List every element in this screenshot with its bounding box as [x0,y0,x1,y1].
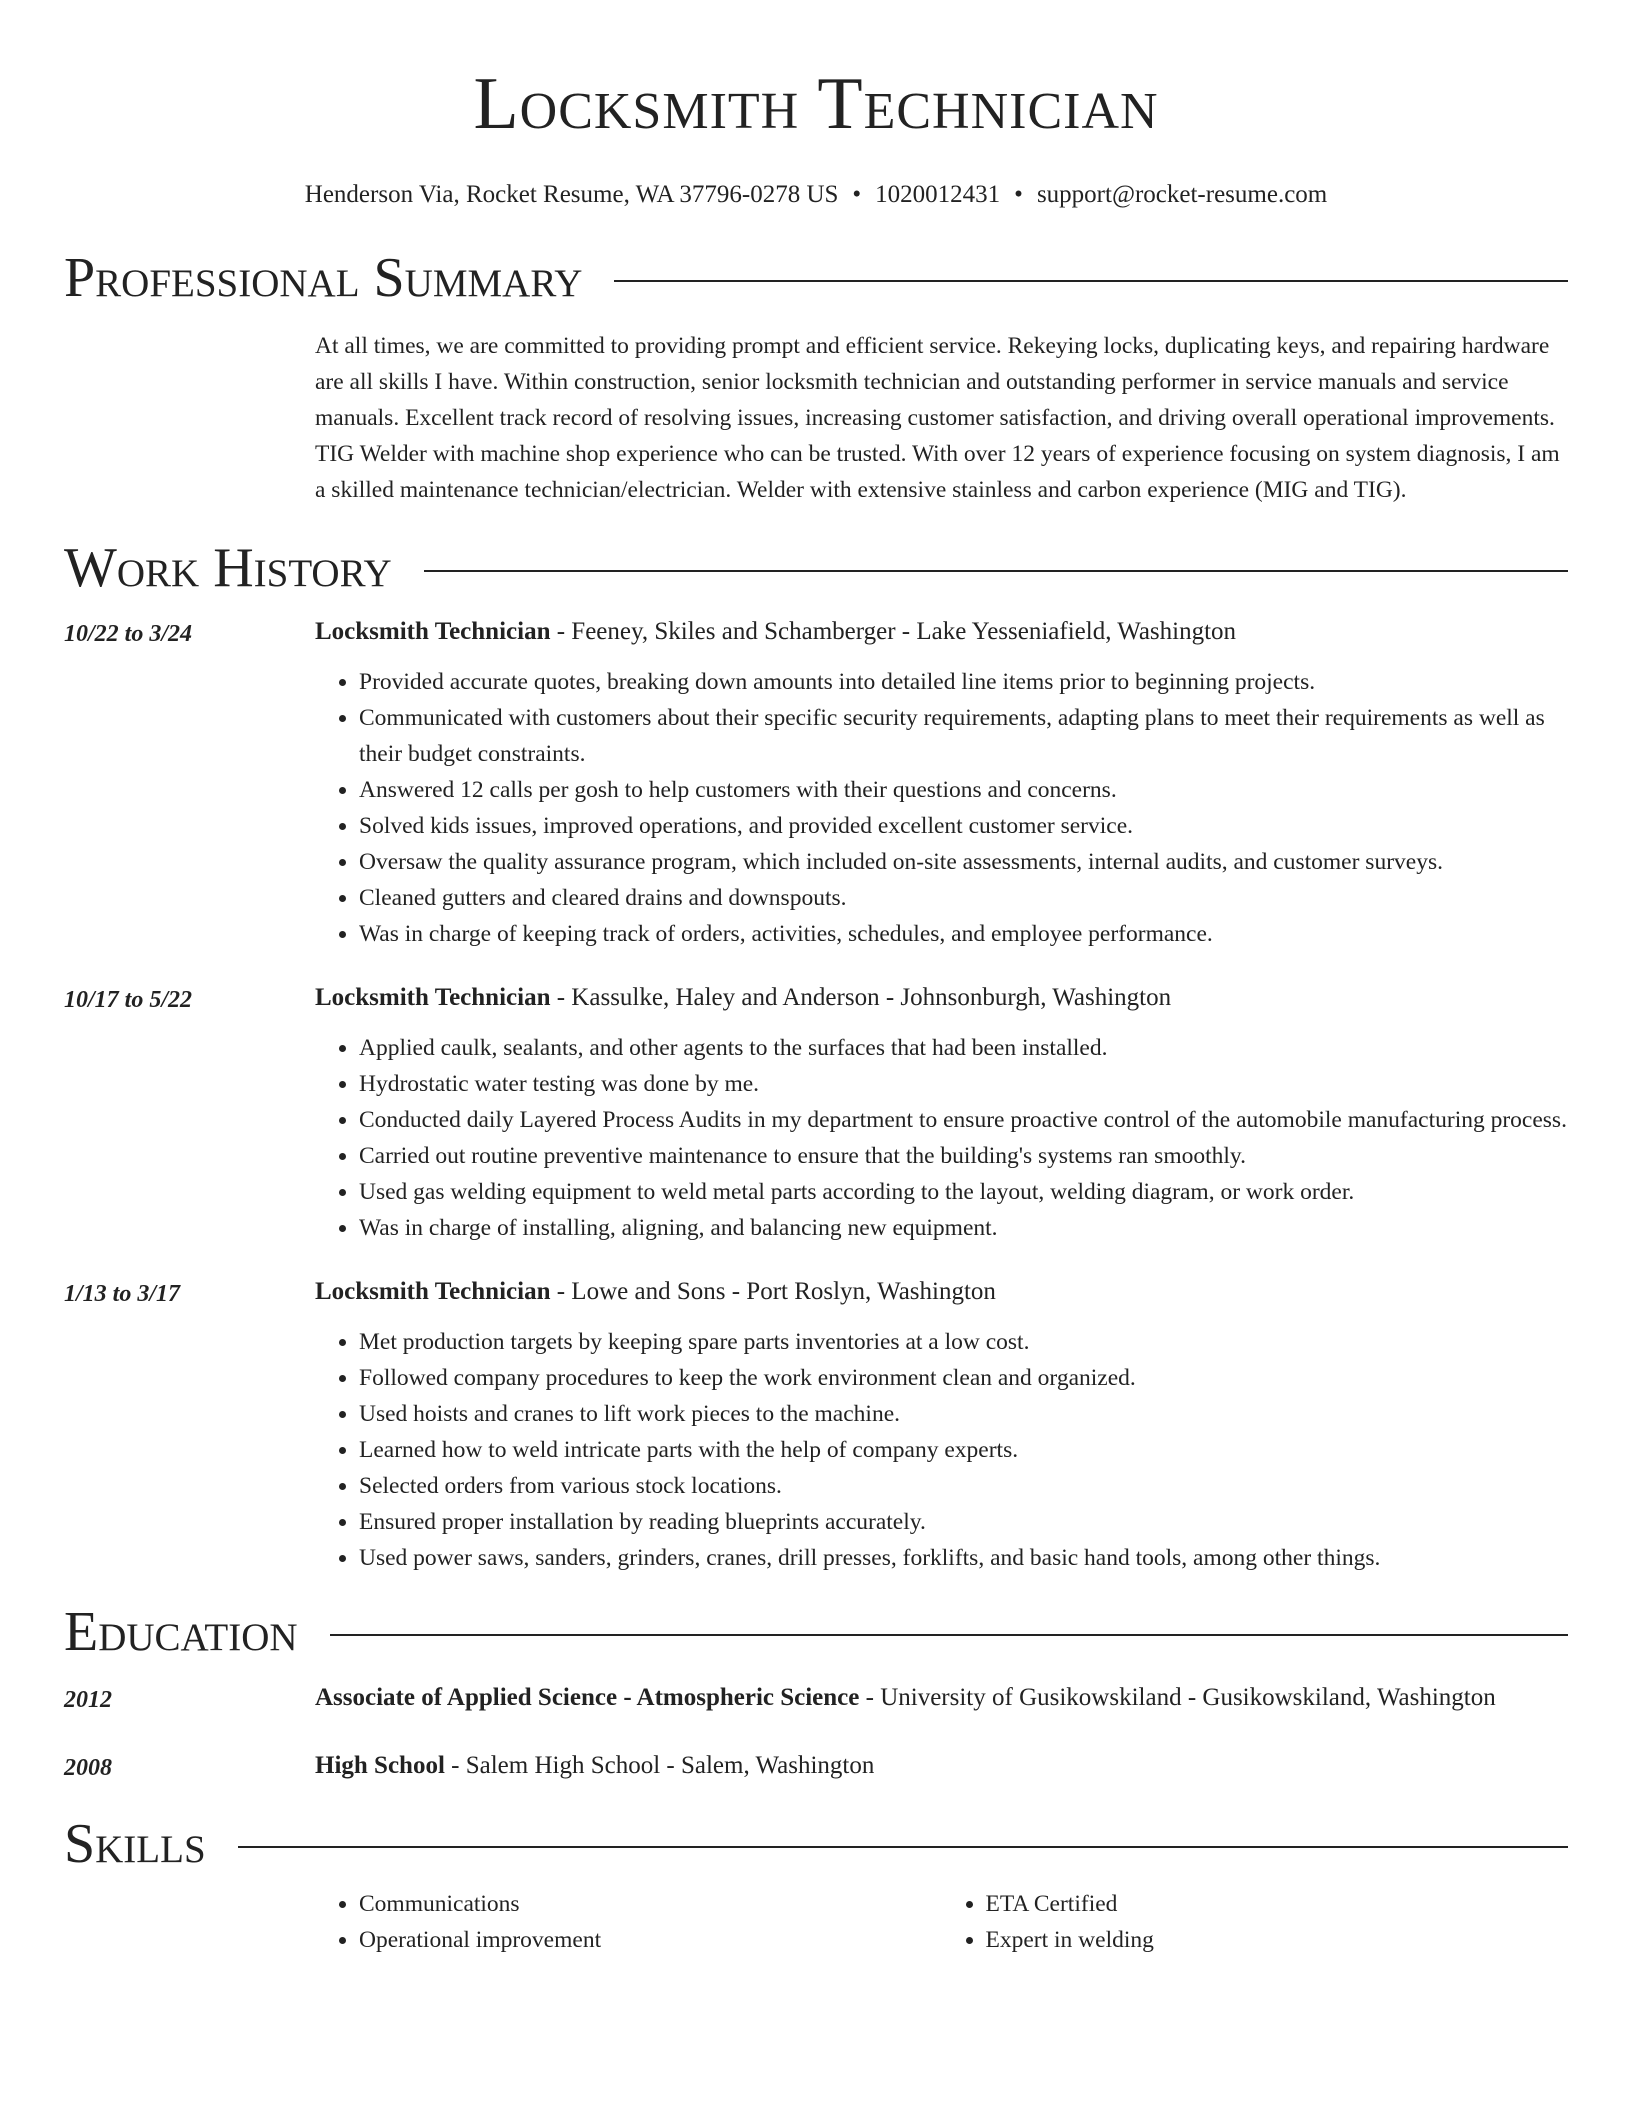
contact-line [64,178,1568,212]
contact-separator: • [852,181,862,208]
contact-phone: 1020012431 [875,181,1001,208]
job-title: Locksmith Technician [315,618,551,645]
education-degree: Associate of Applied Science - Atmospheric Science [315,1684,860,1711]
job-bullet: • Used power saws, sanders, grinders, cranes, drill presses, forklifts, and basic hand tools, among other things. [359,1540,1568,1576]
job-title: Locksmith Technician [315,984,551,1011]
job-bullet: • Met production targets by keeping spare parts inventories at a low cost. [359,1324,1568,1360]
job-dates: 10/17 to 5/22 [64,987,193,1013]
skills-column-left [315,1886,942,1958]
skill-item: • Expert in welding [986,1922,1569,1958]
job-details: - Kassulke, Haley and Anderson - Johnsonburgh, Washington [550,984,1172,1011]
job-bullet: • Was in charge of keeping track of orders, activities, schedules, and employee performance. [359,916,1568,952]
job-bullet: • Oversaw the quality assurance program, which included on-site assessments, internal audits, and customer surveys. [359,844,1568,880]
job-bullet: • Communicated with customers about their specific security requirements, adapting plans to meet their requirements as well as their budget constraints. [359,700,1568,772]
job-bullet: • Answered 12 calls per gosh to help customers with their questions and concerns. [359,772,1568,808]
section-divider [424,570,1568,572]
job-title-line [315,612,1568,652]
job-bullet: • Hydrostatic water testing was done by me. [359,1066,1568,1102]
section-divider [614,280,1568,282]
education-title-line [315,1678,1568,1717]
summary-heading: Professional Summary [64,247,583,309]
job-bullet: • Solved kids issues, improved operations, and provided excellent customer service. [359,808,1568,844]
job-bullets [315,664,1568,952]
candidate-name: Locksmith Technician [473,63,1159,145]
skill-item: • Operational improvement [359,1922,942,1958]
job-title-line [315,978,1568,1018]
education-entry [64,1678,1568,1718]
education-entry [64,1746,1568,1786]
education-details: - Salem High School - Salem, Washington [444,1752,875,1779]
job-dates: 10/22 to 3/24 [64,621,193,647]
job-bullets [315,1324,1568,1576]
job-entry [64,612,1568,952]
job-bullet: • Used gas welding equipment to weld metal parts according to the layout, welding diagram, or work order. [359,1174,1568,1210]
education-year: 2008 [64,1755,112,1781]
job-bullet: • Provided accurate quotes, breaking down amounts into detailed line items prior to beginning projects. [359,664,1568,700]
job-bullet: • Was in charge of installing, aligning, and balancing new equipment. [359,1210,1568,1246]
job-title: Locksmith Technician [315,1278,551,1305]
job-bullet: • Carried out routine preventive maintenance to ensure that the building's systems ran smoothly. [359,1138,1568,1174]
job-body [315,978,1568,1246]
education-heading: Education [64,1601,298,1663]
job-bullet: • Learned how to weld intricate parts with the help of company experts. [359,1432,1568,1468]
job-details: - Feeney, Skiles and Schamberger - Lake Yesseniafield, Washington [550,618,1237,645]
education-degree: High School [315,1752,445,1779]
work-section-header [64,536,1568,600]
skill-item: • ETA Certified [986,1886,1569,1922]
job-dates: 1/13 to 3/17 [64,1281,181,1307]
education-details: - University of Gusikowskiland - Gusikowskiland, Washington [859,1684,1496,1711]
summary-text: At all times, we are committed to providing prompt and efficient service. Rekeying locks, duplicating keys, and repairing hardware are all skills I have. Within construction, senior locksmith technician and outstanding performer in service manuals and service manuals. Excellent track record of resolving issues, increasing customer satisfaction, and driving overall operational improvements. TIG Welder with machine shop experience who can be trusted. With over 12 years of experience focusing on system diagnosis, I am a skilled maintenance technician/electrician. Welder with extensive stainless and carbon experience (MIG and TIG). [315,333,1560,503]
skills-heading: Skills [64,1813,206,1875]
job-details: - Lowe and Sons - Port Roslyn, Washington [550,1278,996,1305]
job-bullet: • Cleaned gutters and cleared drains and downspouts. [359,880,1568,916]
job-bullet: • Applied caulk, sealants, and other agents to the surfaces that had been installed. [359,1030,1568,1066]
skill-item: • Communications [359,1886,942,1922]
education-section-header [64,1600,1568,1664]
skills-column-right [942,1886,1569,1958]
section-divider [238,1846,1568,1848]
job-body [315,612,1568,952]
education-year: 2012 [64,1687,112,1713]
job-bullet: • Used hoists and cranes to lift work pieces to the machine. [359,1396,1568,1432]
education-body [315,1678,1568,1718]
job-entry [64,978,1568,1246]
job-bullet: • Ensured proper installation by reading blueprints accurately. [359,1504,1568,1540]
contact-address: Henderson Via, Rocket Resume, WA 37796-0278 US [304,181,839,208]
skills-section-header [64,1812,1568,1876]
job-title-line [315,1272,1568,1312]
job-bullets [315,1030,1568,1246]
contact-separator: • [1014,181,1023,208]
education-title-line [315,1746,1568,1785]
job-bullet: • Selected orders from various stock locations. [359,1468,1568,1504]
skills-list [315,1886,1568,1958]
work-heading: Work History [64,537,392,599]
job-body [315,1272,1568,1576]
education-body [315,1746,1568,1786]
job-bullet: • Followed company procedures to keep the work environment clean and organized. [359,1360,1568,1396]
job-bullet: • Conducted daily Layered Process Audits in my department to ensure proactive control of the automobile manufacturing process. [359,1102,1568,1138]
contact-email: support@rocket-resume.com [1036,181,1328,208]
summary-section-header [64,246,1568,310]
job-entry [64,1272,1568,1576]
section-divider [330,1634,1568,1636]
